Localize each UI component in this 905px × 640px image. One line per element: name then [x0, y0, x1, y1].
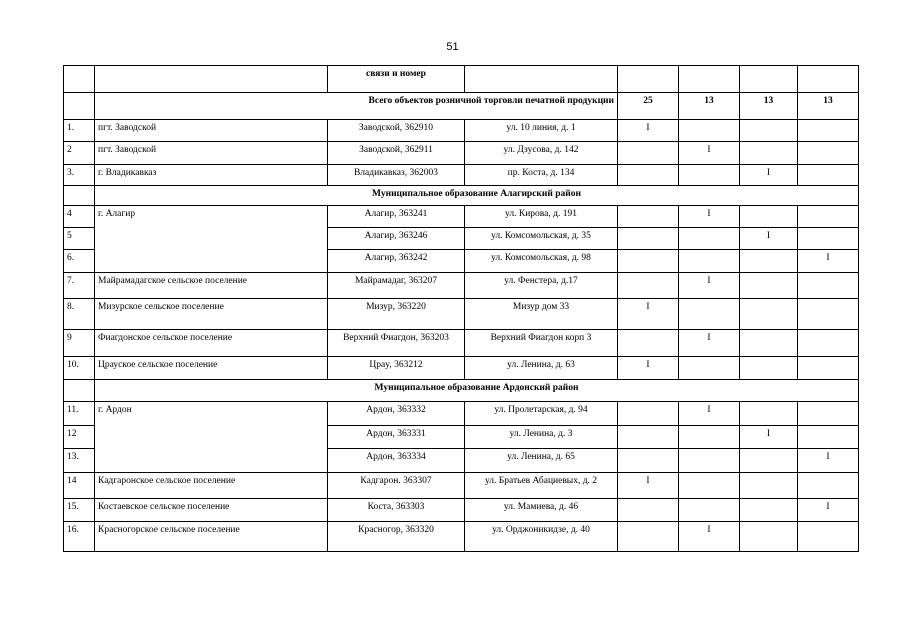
- street-address: ул. 10 линия, д. 1: [465, 120, 618, 142]
- outlet-mark: I: [798, 250, 859, 273]
- row-number: 1.: [64, 120, 95, 142]
- total-value: 13: [679, 93, 740, 120]
- outlet-mark: [740, 357, 798, 380]
- outlet-mark: I: [679, 330, 740, 357]
- outlet-mark: [618, 426, 679, 449]
- total-label: Всего объектов розничной торговли печатной продукции: [95, 93, 618, 120]
- postal-address: Майрамадаг, 363207: [328, 273, 465, 299]
- postal-address: Алагир, 363242: [328, 250, 465, 273]
- outlet-mark: [740, 522, 798, 552]
- total-row: [64, 93, 859, 120]
- outlet-mark: [679, 499, 740, 522]
- section-num-cell: [64, 186, 95, 206]
- outlet-mark: [798, 357, 859, 380]
- outlet-mark: [679, 357, 740, 380]
- table-row: [64, 357, 859, 380]
- row-number: 8.: [64, 299, 95, 330]
- table-row: [64, 473, 859, 499]
- section-row: [64, 380, 859, 402]
- outlet-mark: I: [798, 449, 859, 473]
- settlement-name: Мизурское сельское поселение: [95, 299, 328, 330]
- outlet-mark: [679, 299, 740, 330]
- row-number: 10.: [64, 357, 95, 380]
- row-number: 4: [64, 206, 95, 228]
- settlement-name: г. Алагир: [95, 206, 328, 273]
- outlet-mark: I: [740, 165, 798, 186]
- street-address: ул. Фенстера, д.17: [465, 273, 618, 299]
- outlet-mark: [679, 165, 740, 186]
- table-row: [64, 299, 859, 330]
- settlement-name: Майрамадагское сельское поселение: [95, 273, 328, 299]
- outlet-mark: I: [740, 228, 798, 250]
- row-number: 3.: [64, 165, 95, 186]
- postal-address: Мизур, 363220: [328, 299, 465, 330]
- outlet-mark: [618, 402, 679, 426]
- outlet-mark: [798, 330, 859, 357]
- row-number: 12: [64, 426, 95, 449]
- outlet-mark: I: [679, 206, 740, 228]
- outlet-mark: [740, 299, 798, 330]
- total-value: 25: [618, 93, 679, 120]
- outlet-mark: [798, 142, 859, 165]
- postal-address: Цpay, 363212: [328, 357, 465, 380]
- outlet-mark: [679, 228, 740, 250]
- outlet-mark: [679, 426, 740, 449]
- header-row: [64, 66, 859, 93]
- street-address: Верхний Фиагдон корп 3: [465, 330, 618, 357]
- row-number: 11.: [64, 402, 95, 426]
- outlet-mark: [679, 120, 740, 142]
- settlement-name: Кадгаронское сельское поселение: [95, 473, 328, 499]
- row-number: 6.: [64, 250, 95, 273]
- street-address: ул. Братьев Абациевых, д. 2: [465, 473, 618, 499]
- outlet-mark: [740, 120, 798, 142]
- postal-address: Алагир, 363241: [328, 206, 465, 228]
- outlet-mark: I: [679, 142, 740, 165]
- postal-address: Ардон, 363331: [328, 426, 465, 449]
- outlet-mark: [618, 330, 679, 357]
- settlement-name: Красногорское сельское поселение: [95, 522, 328, 552]
- outlet-mark: [740, 142, 798, 165]
- postal-address: Кадгарон. 363307: [328, 473, 465, 499]
- outlet-mark: I: [618, 473, 679, 499]
- table-row: [64, 499, 859, 522]
- outlet-mark: [740, 250, 798, 273]
- page-number: 51: [446, 41, 459, 53]
- postal-address: Владикавказ, 362003: [328, 165, 465, 186]
- outlet-mark: [798, 228, 859, 250]
- total-value: 13: [740, 93, 798, 120]
- outlet-mark: [798, 473, 859, 499]
- table-row: [64, 120, 859, 142]
- outlet-mark: [618, 206, 679, 228]
- street-address: ул. Орджоникидзе, д. 40: [465, 522, 618, 552]
- outlet-mark: [740, 206, 798, 228]
- outlet-mark: [679, 473, 740, 499]
- outlet-mark: [679, 250, 740, 273]
- outlet-mark: [740, 330, 798, 357]
- outlet-mark: [740, 273, 798, 299]
- outlet-mark: [618, 449, 679, 473]
- outlet-mark: [798, 206, 859, 228]
- street-address: ул. Ленина, д. 63: [465, 357, 618, 380]
- postal-address: Ардон, 363334: [328, 449, 465, 473]
- postal-address: Заводской, 362911: [328, 142, 465, 165]
- outlet-mark: [618, 228, 679, 250]
- settlement-name: Костаевское сельское поселение: [95, 499, 328, 522]
- street-address: ул. Ленина, д. 65: [465, 449, 618, 473]
- postal-address: Заводской, 362910: [328, 120, 465, 142]
- postal-address: Верхний Фиагдон, 363203: [328, 330, 465, 357]
- outlet-mark: [740, 449, 798, 473]
- outlet-mark: [618, 142, 679, 165]
- outlet-mark: [798, 299, 859, 330]
- table-row: [64, 206, 859, 228]
- settlement-name: г. Ардон: [95, 402, 328, 473]
- outlet-mark: [798, 165, 859, 186]
- outlet-mark: I: [679, 273, 740, 299]
- postal-address: Ардон, 363332: [328, 402, 465, 426]
- outlet-mark: [679, 449, 740, 473]
- outlet-mark: [798, 426, 859, 449]
- section-title: Муниципальное образование Алагирский район: [95, 186, 859, 206]
- outlet-mark: [798, 522, 859, 552]
- table-row: [64, 165, 859, 186]
- street-address: Мизур дом 33: [465, 299, 618, 330]
- row-number: 14: [64, 473, 95, 499]
- table-row: [64, 330, 859, 357]
- outlet-mark: [618, 499, 679, 522]
- row-number: 16.: [64, 522, 95, 552]
- street-address: ул. Ленина, д. 3: [465, 426, 618, 449]
- street-address: ул. Комсомольская, д. 98: [465, 250, 618, 273]
- settlement-name: Црауское сельское поселение: [95, 357, 328, 380]
- street-address: ул. Дзусова, д. 142: [465, 142, 618, 165]
- table-row: [64, 273, 859, 299]
- outlet-mark: [798, 120, 859, 142]
- section-row: [64, 186, 859, 206]
- outlet-mark: [618, 522, 679, 552]
- settlement-name: Фиагдонское сельское поселение: [95, 330, 328, 357]
- settlement-name: пгт. Заводской: [95, 120, 328, 142]
- outlet-mark: I: [618, 120, 679, 142]
- outlet-mark: I: [679, 522, 740, 552]
- row-number: 5: [64, 228, 95, 250]
- postal-address: Красногор, 363320: [328, 522, 465, 552]
- table-row: [64, 142, 859, 165]
- row-number: 15.: [64, 499, 95, 522]
- settlement-name: г. Владикавказ: [95, 165, 328, 186]
- section-num-cell: [64, 380, 95, 402]
- outlet-mark: I: [618, 357, 679, 380]
- outlet-mark: [798, 273, 859, 299]
- street-address: ул. Мамиева, д. 46: [465, 499, 618, 522]
- outlet-mark: [618, 273, 679, 299]
- table-row: [64, 522, 859, 552]
- outlet-mark: [740, 473, 798, 499]
- row-number: 2: [64, 142, 95, 165]
- outlet-mark: I: [679, 402, 740, 426]
- outlet-mark: I: [740, 426, 798, 449]
- postal-address: Коста, 363303: [328, 499, 465, 522]
- row-number: 9: [64, 330, 95, 357]
- settlement-name: пгт. Заводской: [95, 142, 328, 165]
- outlet-mark: [740, 499, 798, 522]
- street-address: ул. Пролетарская, д. 94: [465, 402, 618, 426]
- row-number: 13.: [64, 449, 95, 473]
- outlet-mark: I: [618, 299, 679, 330]
- outlet-mark: [798, 402, 859, 426]
- table-row: [64, 402, 859, 426]
- outlet-mark: I: [798, 499, 859, 522]
- outlet-mark: [740, 402, 798, 426]
- outlet-mark: [618, 250, 679, 273]
- header-cell-postal: связи и номер: [328, 66, 465, 93]
- row-number: 7.: [64, 273, 95, 299]
- postal-address: Алагир, 363246: [328, 228, 465, 250]
- retail-outlets-table: [63, 65, 859, 552]
- street-address: пр. Коста, д. 134: [465, 165, 618, 186]
- street-address: ул. Комсомольская, д. 35: [465, 228, 618, 250]
- total-value: 13: [798, 93, 859, 120]
- street-address: ул. Кирова, д. 191: [465, 206, 618, 228]
- section-title: Муниципальное образование Ардонский район: [95, 380, 859, 402]
- outlet-mark: [618, 165, 679, 186]
